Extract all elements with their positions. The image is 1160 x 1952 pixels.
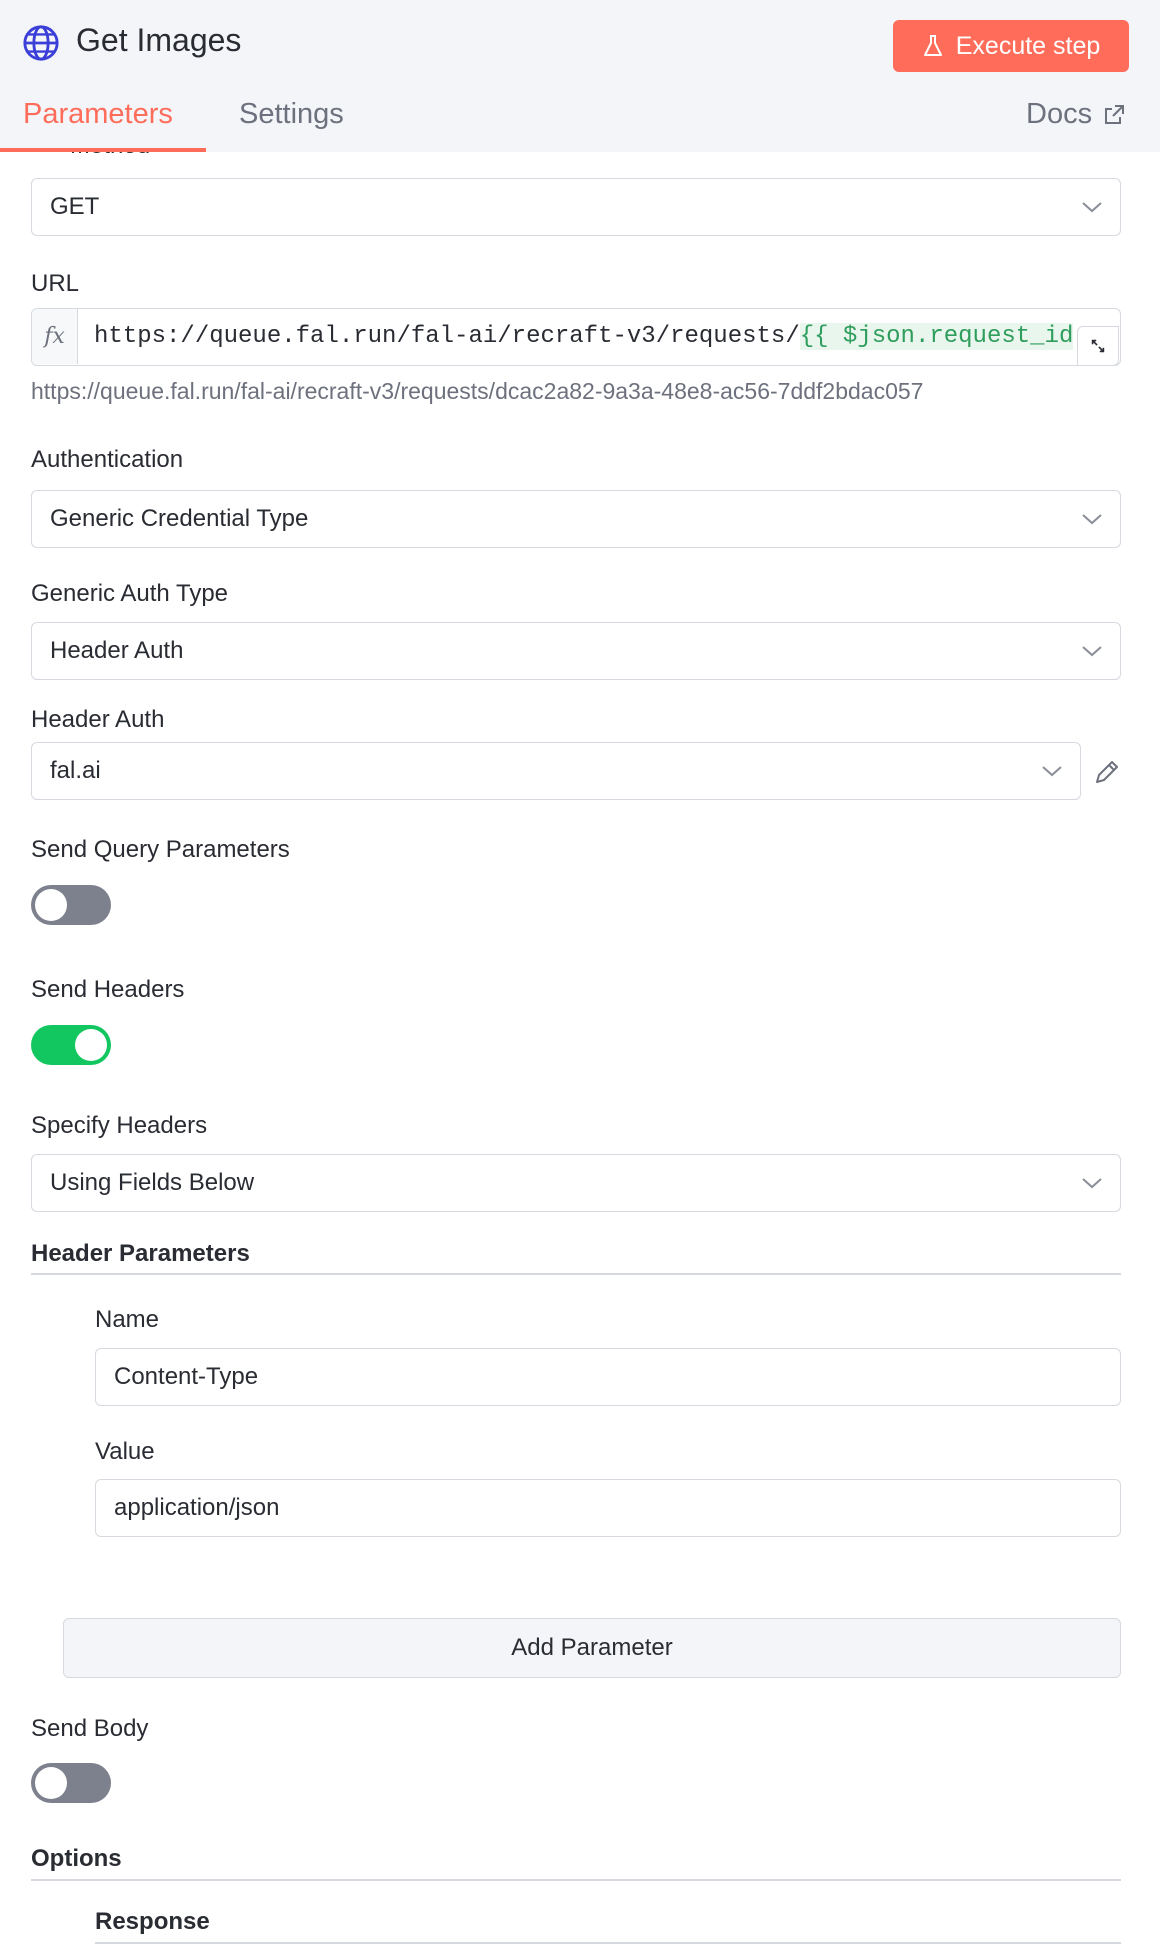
send-headers-toggle[interactable]: [31, 1025, 111, 1065]
toggle-knob: [35, 889, 67, 921]
header-auth-label: Header Auth: [31, 706, 165, 733]
options-heading: Options: [31, 1845, 122, 1872]
header-value-label: Value: [95, 1438, 155, 1465]
chevron-down-icon: [1080, 509, 1104, 529]
options-divider: [31, 1879, 1121, 1881]
url-static-text: https://queue.fal.run/fal-ai/recraft-v3/requests/: [94, 323, 800, 350]
method-value: GET: [50, 193, 100, 220]
docs-link[interactable]: [1026, 98, 1126, 131]
execute-step-label: Execute step: [955, 31, 1101, 60]
specify-headers-label: Specify Headers: [31, 1112, 208, 1139]
generic-auth-type-value: Header Auth: [50, 637, 184, 664]
chevron-down-icon: [1080, 1173, 1104, 1193]
external-link-icon: [1102, 103, 1126, 127]
header-name-label: Name: [95, 1306, 160, 1333]
send-headers-label: Send Headers: [31, 976, 185, 1003]
node-header: [0, 0, 1160, 152]
header-name-value: Content-Type: [114, 1363, 259, 1390]
header-parameters-heading: Header Parameters: [31, 1240, 250, 1267]
send-query-label: Send Query Parameters: [31, 836, 290, 863]
expand-icon: [1089, 337, 1107, 355]
header-auth-select[interactable]: [31, 742, 1081, 800]
tab-settings[interactable]: Settings: [239, 98, 344, 130]
chevron-down-icon: [1040, 761, 1064, 781]
specify-headers-value: Using Fields Below: [50, 1169, 255, 1196]
send-body-toggle[interactable]: [31, 1763, 111, 1803]
tab-active-underline: [0, 148, 206, 152]
url-label: URL: [31, 270, 80, 297]
chevron-down-icon: [1080, 641, 1104, 661]
url-expression-text: {{ $json.request_id: [799, 323, 1074, 350]
specify-headers-select[interactable]: [31, 1154, 1121, 1212]
header-parameters-divider: [31, 1273, 1121, 1275]
chevron-down-icon: [1080, 197, 1104, 217]
method-select[interactable]: [31, 178, 1121, 236]
header-value-input[interactable]: [95, 1479, 1121, 1537]
generic-auth-type-select[interactable]: [31, 622, 1121, 680]
add-parameter-button[interactable]: Add Parameter: [63, 1618, 1121, 1678]
header-value-value: application/json: [114, 1494, 280, 1521]
response-divider: [95, 1942, 1121, 1944]
flask-icon: [922, 34, 944, 58]
toggle-knob: [35, 1767, 67, 1799]
url-input[interactable]: [31, 308, 1121, 366]
authentication-label: Authentication: [31, 446, 184, 473]
expression-fx-icon: fx: [32, 309, 78, 364]
edit-credential-pencil-icon[interactable]: [1092, 757, 1122, 787]
url-text: [94, 309, 1074, 364]
execute-step-button[interactable]: [893, 20, 1129, 72]
tab-parameters[interactable]: Parameters: [23, 98, 173, 130]
send-query-toggle[interactable]: [31, 885, 111, 925]
node-title: Get Images: [76, 22, 242, 58]
send-body-label: Send Body: [31, 1715, 149, 1742]
header-auth-value: fal.ai: [50, 757, 101, 784]
toggle-knob: [75, 1029, 107, 1061]
url-resolved-hint: https://queue.fal.run/fal-ai/recraft-v3/requests/dcac2a82-9a3a-48e8-ac56-7ddf2bdac057: [31, 378, 924, 404]
authentication-value: Generic Credential Type: [50, 505, 309, 532]
authentication-select[interactable]: [31, 490, 1121, 548]
generic-auth-type-label: Generic Auth Type: [31, 580, 229, 607]
response-option-heading[interactable]: Response: [95, 1908, 210, 1935]
docs-label: Docs: [1026, 98, 1093, 130]
globe-icon: [22, 24, 60, 62]
header-name-input[interactable]: [95, 1348, 1121, 1406]
expand-editor-button[interactable]: [1077, 326, 1119, 366]
